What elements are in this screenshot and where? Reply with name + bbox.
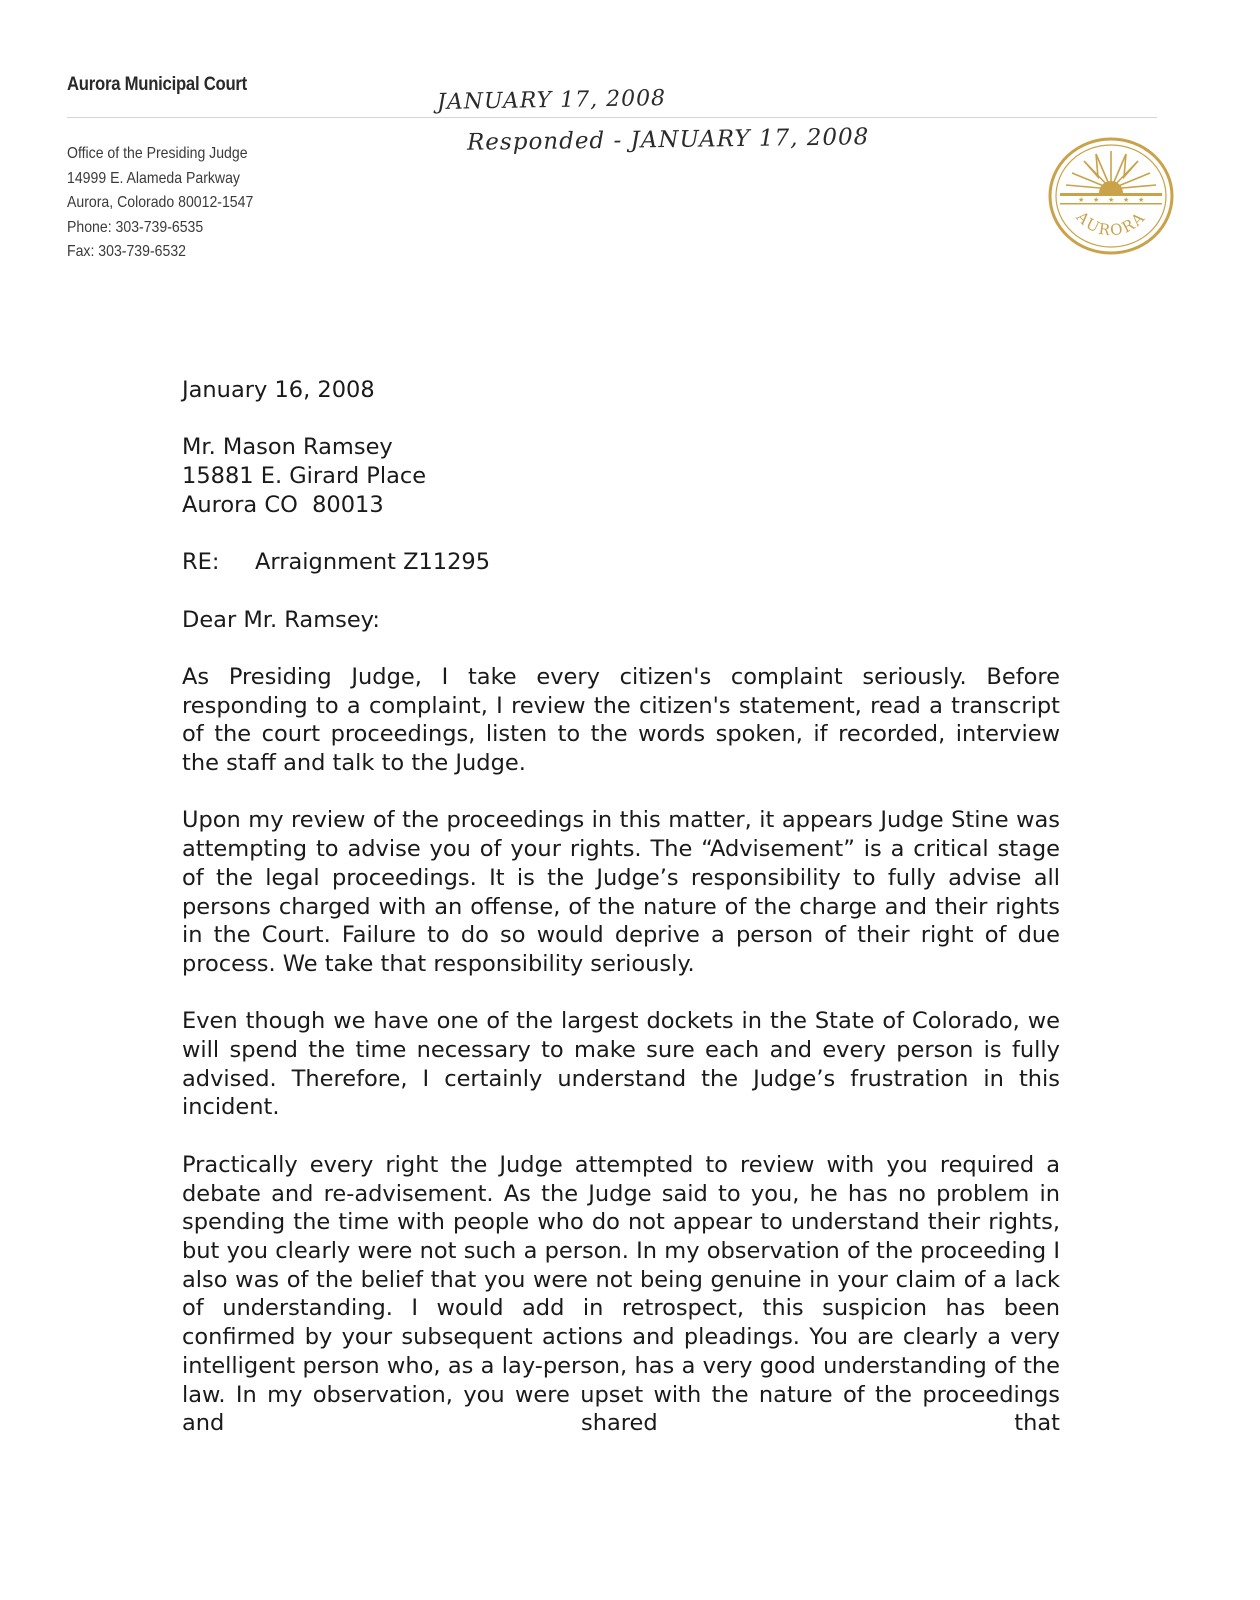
fax-line: Fax: 303-739-6532 xyxy=(67,243,186,260)
phone-line: Phone: 303-739-6535 xyxy=(67,218,204,236)
city-line: Aurora, Colorado 80012-1547 xyxy=(67,194,254,211)
letterhead xyxy=(67,74,367,96)
paragraph-1: As Presiding Judge, I take every citizen's complaint seriously. Before responding to a complaint, I review the citizen's statement, read a transcript of the court proceedings, listen to the words spoken, if recorded, interview the staff and talk to the Judge. xyxy=(182,663,1060,777)
svg-text:★: ★ xyxy=(1078,196,1085,204)
court-name: Aurora Municipal Court xyxy=(67,74,247,95)
salutation: Dear Mr. Ramsey: xyxy=(182,606,380,633)
paragraph-2: Upon my review of the proceedings in this matter, it appears Judge Stine was attempting to advise you of your rights. The “Advisement” is a critical stage of the legal proceedings. It is the Judge’s responsibility to fully advise all persons charged with an offense, of the nature of the charge and their rights in the Court. Failure to do so would deprive a person of their right of due process. We take that responsibility seriously. xyxy=(182,807,1060,977)
aurora-seal-icon xyxy=(1048,137,1174,255)
street-line: 14999 E. Alameda Parkway xyxy=(67,169,240,187)
court-address xyxy=(67,142,253,265)
handwritten-responded-note: Responded - JANUARY 17, 2008 xyxy=(466,124,870,156)
reference-subject: Arraignment Z11295 xyxy=(255,549,491,576)
recipient-street: 15881 E. Girard Place xyxy=(182,463,427,490)
svg-text:★: ★ xyxy=(1093,196,1100,204)
handwritten-date-note: JANUARY 17, 2008 xyxy=(436,86,667,115)
reference-line xyxy=(182,548,1060,577)
svg-text:★: ★ xyxy=(1123,196,1130,204)
office-line: Office of the Presiding Judge xyxy=(67,145,248,162)
svg-text:★: ★ xyxy=(1108,196,1115,204)
recipient-city: Aurora CO 80013 xyxy=(182,491,384,518)
seal-text: AURORA xyxy=(1072,207,1150,240)
paragraph-3: Even though we have one of the largest dockets in the State of Colorado, we will spend the time necessary to make sure each and every person is fully advised. Therefore, I certainly understand the Judge’s frustration in this incident. xyxy=(182,1008,1060,1121)
recipient-address xyxy=(182,433,1060,519)
paragraph-4: Practically every right the Judge attempted to review with you required a debate and re-advisement. As the Judge said to you, he has no problem in spending the time with people who do not appear to understand their rights, but you clearly were not such a person. In my observation of the proceeding I also was of the belief that you were not being genuine in your claim of a lack of understanding. I would add in retrospect, this suspicion has been confirmed by your subsequent actions and pleadings. You are clearly a very intelligent person who, as a lay-person, has a very good understanding of the law. In my observation, you were upset with the nature of the proceedings and shared that xyxy=(182,1151,1060,1437)
letter-date: January 16, 2008 xyxy=(182,377,375,403)
letter-body xyxy=(182,376,1060,1467)
letterhead-divider xyxy=(67,117,1157,118)
reference-label: RE: xyxy=(182,549,220,576)
svg-text:★: ★ xyxy=(1138,196,1145,204)
recipient-name: Mr. Mason Ramsey xyxy=(182,434,393,461)
